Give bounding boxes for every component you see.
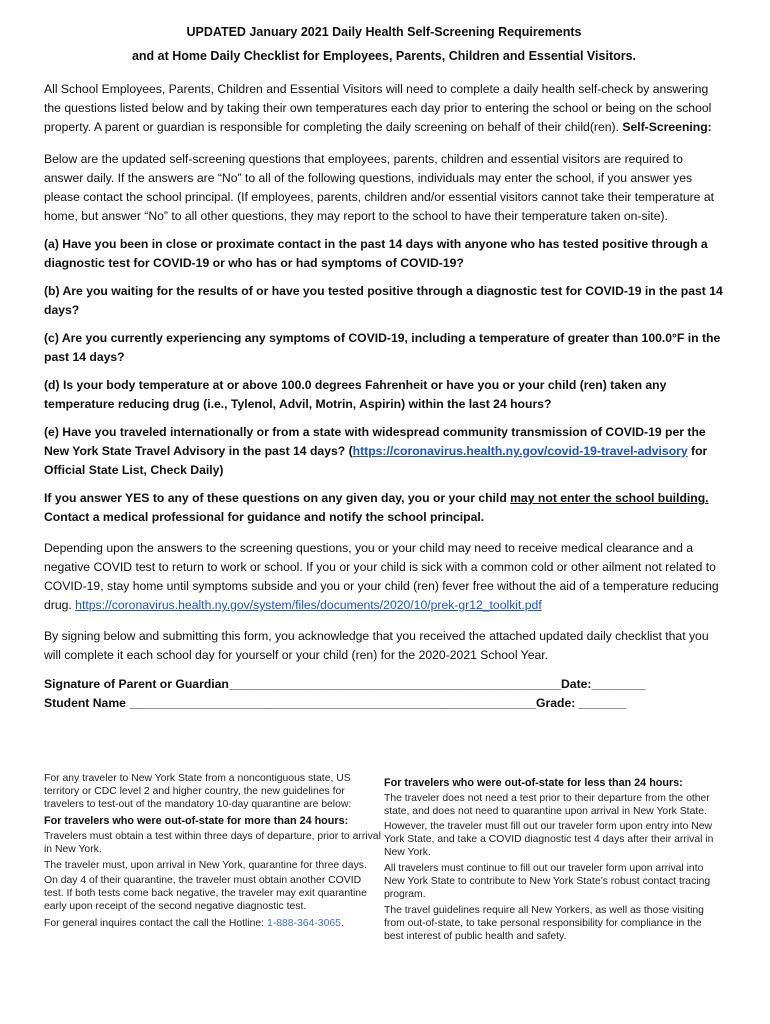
hotline-period: .: [340, 918, 344, 929]
signature-block: [44, 675, 724, 713]
travel-intro: For any traveler to New York State from a noncontiguous state, US territory or CDC level 2 and higher country, the new guidelines for travelers to test-out of the mandatory 10-day quarantine are below:: [44, 773, 352, 810]
acknowledge-paragraph: By signing below and submitting this form, you acknowledge that you received the attached updated daily checklist that you will complete it each school day for yourself or your child (ren) for the 2020-2021 School Year.: [44, 629, 709, 662]
less-than-24h-p3: All travelers must continue to fill out our traveler form upon arrival into New York State to contribute to New York State’s robust contact tracing program.: [384, 863, 711, 900]
self-screening-label: Self-Screening:: [622, 120, 712, 134]
question-c: (c) Are you currently experiencing any symptoms of COVID-19, including a temperature of greater than 100.0°F in the past 14 days?: [44, 331, 721, 364]
question-d: (d) Is your body temperature at or above 100.0 degrees Fahrenheit or have you or your child (ren) taken any temperature reducing drug (i.e., Tylenol, Advil, Motrin, Aspirin) within the last 24 hours?: [44, 378, 667, 411]
less-than-24h-heading: For travelers who were out-of-state for less than 24 hours:: [384, 777, 683, 789]
student-line: Student Name ____________________________________________________________Grade: _______: [44, 696, 627, 710]
warning-line-2: Contact a medical professional for guidance and notify the school principal.: [44, 510, 485, 524]
warning-line-1: [44, 489, 724, 508]
less-than-24h-p2: However, the traveler must fill out our traveler form upon entry into New York State, and take a COVID diagnostic test 4 days after their arrival in New York.: [384, 821, 714, 858]
depending-paragraph: [44, 539, 724, 615]
hotline-number[interactable]: 1-888-364-3065: [266, 918, 341, 929]
travel-advisory-link[interactable]: https://coronavirus.health.ny.gov/covid-19-travel-advisory: [352, 444, 688, 458]
question-e-text: (e) Have you traveled internationally or from a state with widespread community transmission of COVID-19 per the New York State Travel Advisory in the past 14 days? (: [44, 425, 706, 458]
more-than-24h-p3: On day 4 of their quarantine, the traveler must obtain another COVID test. If both tests come back negative, the traveler may exit quarantine early upon receipt of the second negative diagnostic test.: [44, 875, 367, 912]
intro-text: All School Employees, Parents, Children and Essential Visitors will need to complete a daily health self-check by answering the questions listed below and by taking their own temperatures each day prior to entering the school or being on the school property. A parent or guardian is responsible for completing the daily screening on behalf of their child(ren).: [44, 82, 712, 134]
less-than-24h-p4: The travel guidelines require all New Yorkers, as well as those visiting from out-of-state, to take personal responsibility for compliance in the best interest of public health and safety.: [384, 905, 704, 942]
travel-right-column: [384, 772, 724, 943]
less-than-24h-p1: The traveler does not need a test prior to their departure from the other state, and does not need to quarantine upon arrival in New York State.: [384, 793, 710, 817]
warning-block: [44, 489, 724, 527]
title-line-2: and at Home Daily Checklist for Employees, Parents, Children and Essential Visitors.: [131, 49, 637, 63]
question-e: [44, 423, 724, 480]
toolkit-link[interactable]: https://coronavirus.health.ny.gov/system/files/documents/2020/10/prek-gr12_toolkit.pdf: [75, 598, 542, 612]
depending-text: Depending upon the answers to the screening questions, you or your child may need to receive medical clearance and a negative COVID test to return to work or school. If you or your child is sick with a common cold or other ailment not related to COVID-19, stay home until symptoms subside and you or your child (ren) fever free without the aid of a temperature reducing drug.: [44, 541, 719, 612]
title-line-1: UPDATED January 2021 Daily Health Self-Screening Requirements: [186, 25, 582, 39]
document-title: [44, 20, 724, 68]
more-than-24h-heading: For travelers who were out-of-state for more than 24 hours:: [44, 815, 349, 827]
hotline-line: [44, 917, 382, 930]
travel-left-column: [44, 772, 382, 930]
warning-underlined: may not enter the school building.: [510, 491, 709, 505]
more-than-24h-p2: The traveler must, upon arrival in New York, quarantine for three days.: [44, 860, 367, 871]
signature-line: Signature of Parent or Guardian_________________________________________________Date:________: [44, 677, 646, 691]
warning-text: If you answer YES to any of these questions on any given day, you or your child: [44, 491, 511, 505]
hotline-text: For general inquires contact the call the Hotline:: [44, 918, 267, 929]
more-than-24h-p1: Travelers must obtain a test within three days of departure, prior to arrival in New York.: [44, 831, 381, 855]
question-e-tail: for Official State List, Check Daily): [44, 444, 708, 477]
question-b: (b) Are you waiting for the results of or have you tested positive through a diagnostic test for COVID-19 in the past 14 days?: [44, 284, 723, 317]
question-a: (a) Have you been in close or proximate contact in the past 14 days with anyone who has tested positive through a diagnostic test for COVID-19 or who has or had symptoms of COVID-19?: [44, 237, 708, 270]
intro-paragraph: [44, 80, 724, 137]
instructions-paragraph: Below are the updated self-screening questions that employees, parents, children and essential visitors are required to answer daily. If the answers are “No” to all of the following questions, individuals may enter the school, if you answer yes please contact the school principal. (If employees, parents, children and/or essential visitors cannot take their temperature at home, but answer “No” to all other questions, they may report to the school to have their temperature taken on-site).: [44, 152, 714, 223]
screening-document: [44, 20, 724, 713]
